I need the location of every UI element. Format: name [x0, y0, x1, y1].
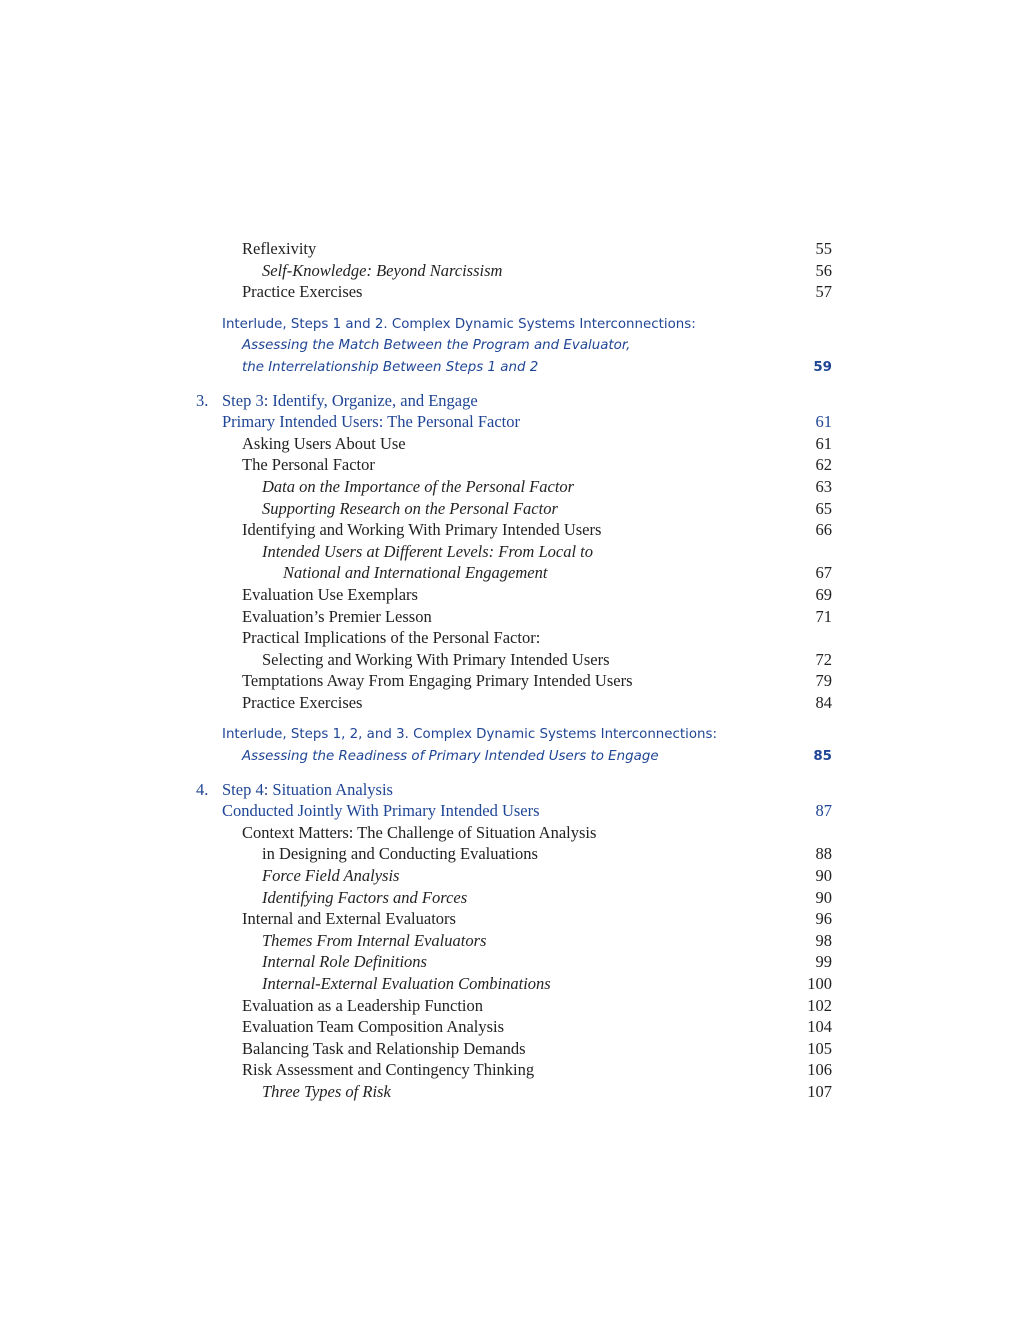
section-gap [0, 713, 1020, 724]
toc-entry-title: Primary Intended Users: The Personal Factor [222, 412, 520, 432]
toc-entry-row [0, 260, 1020, 282]
toc-entry-row [0, 843, 1020, 865]
toc-entry-title: National and International Engagement [283, 563, 548, 583]
page-number: 84 [815, 692, 832, 712]
page-number: 69 [815, 584, 832, 604]
page-number: 79 [815, 671, 832, 691]
toc-entry-row [0, 627, 1020, 649]
page-number: 100 [807, 974, 832, 993]
page-number: 55 [815, 239, 832, 258]
toc-entry-row [0, 822, 1020, 844]
toc-entry-row [0, 670, 1020, 692]
page-number: 61 [815, 433, 832, 453]
toc-entry-title: Selecting and Working With Primary Intended Users [262, 649, 610, 669]
toc-entry-row [0, 1059, 1020, 1081]
toc-entry-title: Themes From Internal Evaluators [262, 930, 487, 950]
toc-entry-row [0, 908, 1020, 930]
toc-entry-title: Temptations Away From Engaging Primary Intended Users [242, 671, 633, 691]
toc-entry-title: Balancing Task and Relationship Demands [242, 1038, 526, 1058]
toc-entry-title: Practical Implications of the Personal Factor: [242, 628, 541, 648]
page-number: 107 [807, 1081, 832, 1101]
chapter-number: 3. [196, 390, 209, 410]
toc-entry-title: Asking Users About Use [242, 433, 406, 453]
toc-entry-title: the Interrelationship Between Steps 1 and 2 [242, 359, 539, 375]
toc-entry-title: Step 3: Identify, Organize, and Engage [222, 390, 478, 410]
page-number: 88 [815, 844, 832, 864]
page-number: 62 [815, 455, 832, 475]
toc-entry-title: Data on the Importance of the Personal Factor [262, 476, 575, 496]
page-number: 67 [815, 563, 832, 583]
toc-entry-title: Evaluation’s Premier Lesson [242, 606, 432, 626]
toc-entry-title: Internal and External Evaluators [242, 909, 456, 929]
toc-entry-title: Internal Role Definitions [262, 952, 427, 972]
toc-entry-row [0, 649, 1020, 671]
page-number: 96 [815, 909, 832, 929]
toc-entry-title: Step 4: Situation Analysis [222, 779, 393, 799]
toc-entry-row [0, 951, 1020, 973]
page-number: 65 [815, 498, 832, 518]
toc-entry-title: Assessing the Readiness of Primary Intended Users to Engage [242, 749, 659, 765]
toc-entry-title: Identifying Factors and Forces [262, 887, 468, 907]
toc-entry-row [0, 606, 1020, 628]
page-number: 104 [807, 1017, 832, 1037]
toc-entry-row [0, 498, 1020, 520]
toc-entry-title: Three Types of Risk [262, 1081, 391, 1101]
toc-entry-row [0, 973, 1020, 995]
page-number: 85 [813, 749, 832, 765]
page-number: 98 [815, 930, 832, 950]
page-number: 102 [807, 995, 832, 1015]
page-number: 56 [815, 260, 832, 280]
toc-entry-row [0, 519, 1020, 541]
page-number: 57 [815, 282, 832, 302]
toc-entry-title: Conducted Jointly With Primary Intended Users [222, 801, 540, 821]
page-number: 99 [815, 952, 832, 972]
page-number: 87 [815, 801, 832, 821]
toc-entry-title: Identifying and Working With Primary Intended Users [242, 520, 602, 540]
toc-entry-title: Interlude, Steps 1 and 2. Complex Dynamic Systems Interconnections: [222, 316, 696, 332]
toc-entry-row [0, 433, 1020, 455]
page-number: 66 [815, 520, 832, 540]
page-number: 106 [807, 1060, 832, 1080]
toc-entry-row [0, 887, 1020, 909]
toc-entry-row [0, 1038, 1020, 1060]
toc-entry-row [0, 865, 1020, 887]
toc-entry-row [0, 541, 1020, 563]
toc-entry-title: Self-Knowledge: Beyond Narcissism [262, 260, 503, 280]
toc-entry-title: Force Field Analysis [262, 866, 400, 886]
interlude-heading-row [0, 724, 1020, 746]
toc-entry-title: in Designing and Conducting Evaluations [262, 844, 538, 864]
toc-entry-title: Internal-External Evaluation Combinations [262, 974, 551, 993]
toc-entry-title: Practice Exercises [242, 692, 363, 712]
toc-entry-row [0, 930, 1020, 952]
page-number: 61 [815, 412, 832, 432]
toc-entry-row [0, 1081, 1020, 1103]
chapter-heading-row [0, 779, 1020, 801]
page-number: 105 [807, 1038, 832, 1058]
toc-entry-row [0, 562, 1020, 584]
toc-entry-row [0, 1016, 1020, 1038]
section-gap [0, 303, 1020, 314]
toc-entry-row [0, 454, 1020, 476]
page-number: 71 [815, 606, 832, 626]
page-number: 63 [815, 476, 832, 496]
page-number: 72 [815, 649, 832, 669]
interlude-heading-row [0, 357, 1020, 379]
toc-entry-row [0, 995, 1020, 1017]
toc-entry-title: Evaluation as a Leadership Function [242, 995, 484, 1015]
chapter-heading-row [0, 800, 1020, 822]
interlude-heading-row [0, 746, 1020, 768]
toc-entry-row [0, 692, 1020, 714]
toc-entry-row [0, 238, 1020, 260]
toc-entry-row [0, 584, 1020, 606]
interlude-heading-row [0, 335, 1020, 357]
toc-entry-title: Intended Users at Different Levels: From Local to [262, 541, 594, 561]
page-number: 59 [813, 359, 832, 375]
toc-entry-row [0, 476, 1020, 498]
page-number: 90 [815, 866, 832, 886]
chapter-heading-row [0, 390, 1020, 412]
toc-entry-title: Risk Assessment and Contingency Thinking [242, 1060, 535, 1080]
toc-entry-title: Supporting Research on the Personal Factor [262, 498, 558, 518]
toc-entry-row [0, 281, 1020, 303]
interlude-heading-row [0, 314, 1020, 336]
chapter-heading-row [0, 411, 1020, 433]
table-of-contents [0, 238, 1020, 1103]
section-gap [0, 379, 1020, 390]
toc-entry-title: Reflexivity [242, 239, 317, 258]
toc-entry-title: Interlude, Steps 1, 2, and 3. Complex Dynamic Systems Interconnections: [222, 727, 718, 743]
toc-entry-title: Practice Exercises [242, 282, 363, 302]
toc-entry-title: Assessing the Match Between the Program and Evaluator, [242, 338, 631, 354]
section-gap [0, 768, 1020, 779]
page-number: 90 [815, 887, 832, 907]
toc-entry-title: Context Matters: The Challenge of Situation Analysis [242, 822, 597, 842]
toc-entry-title: Evaluation Use Exemplars [242, 584, 418, 604]
toc-entry-title: The Personal Factor [242, 455, 375, 475]
chapter-number: 4. [196, 779, 209, 799]
toc-entry-title: Evaluation Team Composition Analysis [242, 1017, 505, 1037]
